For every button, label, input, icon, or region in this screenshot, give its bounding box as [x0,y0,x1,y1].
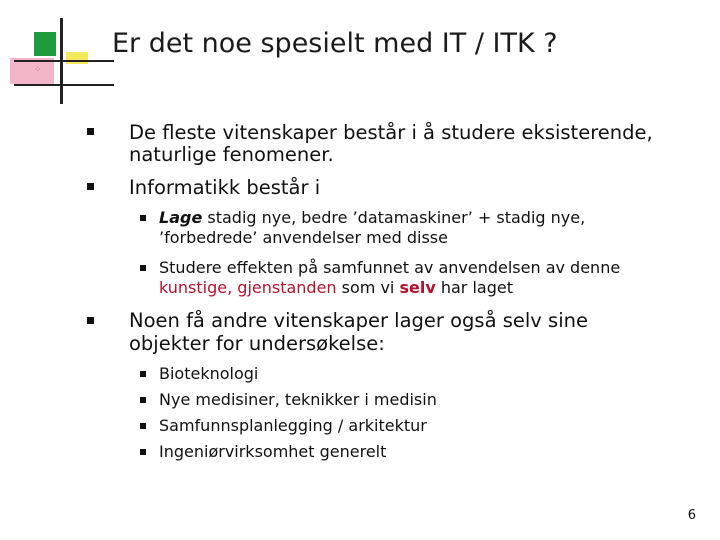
sub-bullet-2-2-end: har laget [435,278,513,297]
sub-bullet-2-2-mid: som vi [336,278,400,297]
sub-bullet-2-1-lead: Lage [159,208,203,227]
logo-horizontal-line-lower [14,84,114,86]
sub-bullet-marker [140,215,146,221]
sub-bullet-marker [140,449,146,455]
bullet-marker [87,183,94,190]
sub-bullet-3-2: Nye medisiner, teknikker i medisin [159,390,437,409]
highlight-bold-text: selv [399,278,436,297]
sub-bullet-marker [140,265,146,271]
highlight-red-text: kunstige, gjenstanden [159,278,337,297]
sub-bullet-marker [140,397,146,403]
logo-green-square [34,32,56,56]
logo-yellow-bar [66,52,88,64]
sub-bullet-marker [140,371,146,377]
logo-horizontal-line [14,60,114,62]
sub-bullet-2-1-rest: stadig nye, bedre ’datamaskiner’ + stadig nye, [202,208,586,227]
bullet-marker [87,317,94,324]
sub-bullet-marker [140,423,146,429]
sub-bullet-2-1-line-2: ’forbedrede’ anvendelser med disse [159,228,448,247]
bullet-2-line-1: Informatikk består i [129,176,321,199]
bullet-3-line-1: Noen få andre vitenskaper lager også selv sine [129,309,588,332]
bullet-3-line-2: objekter for undersøkelse: [129,332,385,355]
sub-bullet-3-1: Bioteknologi [159,364,259,383]
sub-bullet-2-2-line-1: Studere effekten på samfunnet av anvendelsen av denne [159,258,621,277]
sub-bullet-3-3: Samfunnsplanlegging / arkitektur [159,416,427,435]
slide-title: Er det noe spesielt med IT / ITK ? [112,28,558,59]
sub-bullet-2-2-line-2 [159,278,513,298]
logo-dots-icon: ⁘ [34,65,42,75]
bullet-1-line-2: naturlige fenomener. [129,143,334,166]
bullet-marker [87,128,94,135]
bullet-1-line-1: De fleste vitenskaper består i å studere eksisterende, [129,121,653,144]
sub-bullet-3-4: Ingeniørvirksomhet generelt [159,442,387,461]
sub-bullet-2-1-line-1 [159,208,585,228]
page-number: 6 [687,508,696,523]
